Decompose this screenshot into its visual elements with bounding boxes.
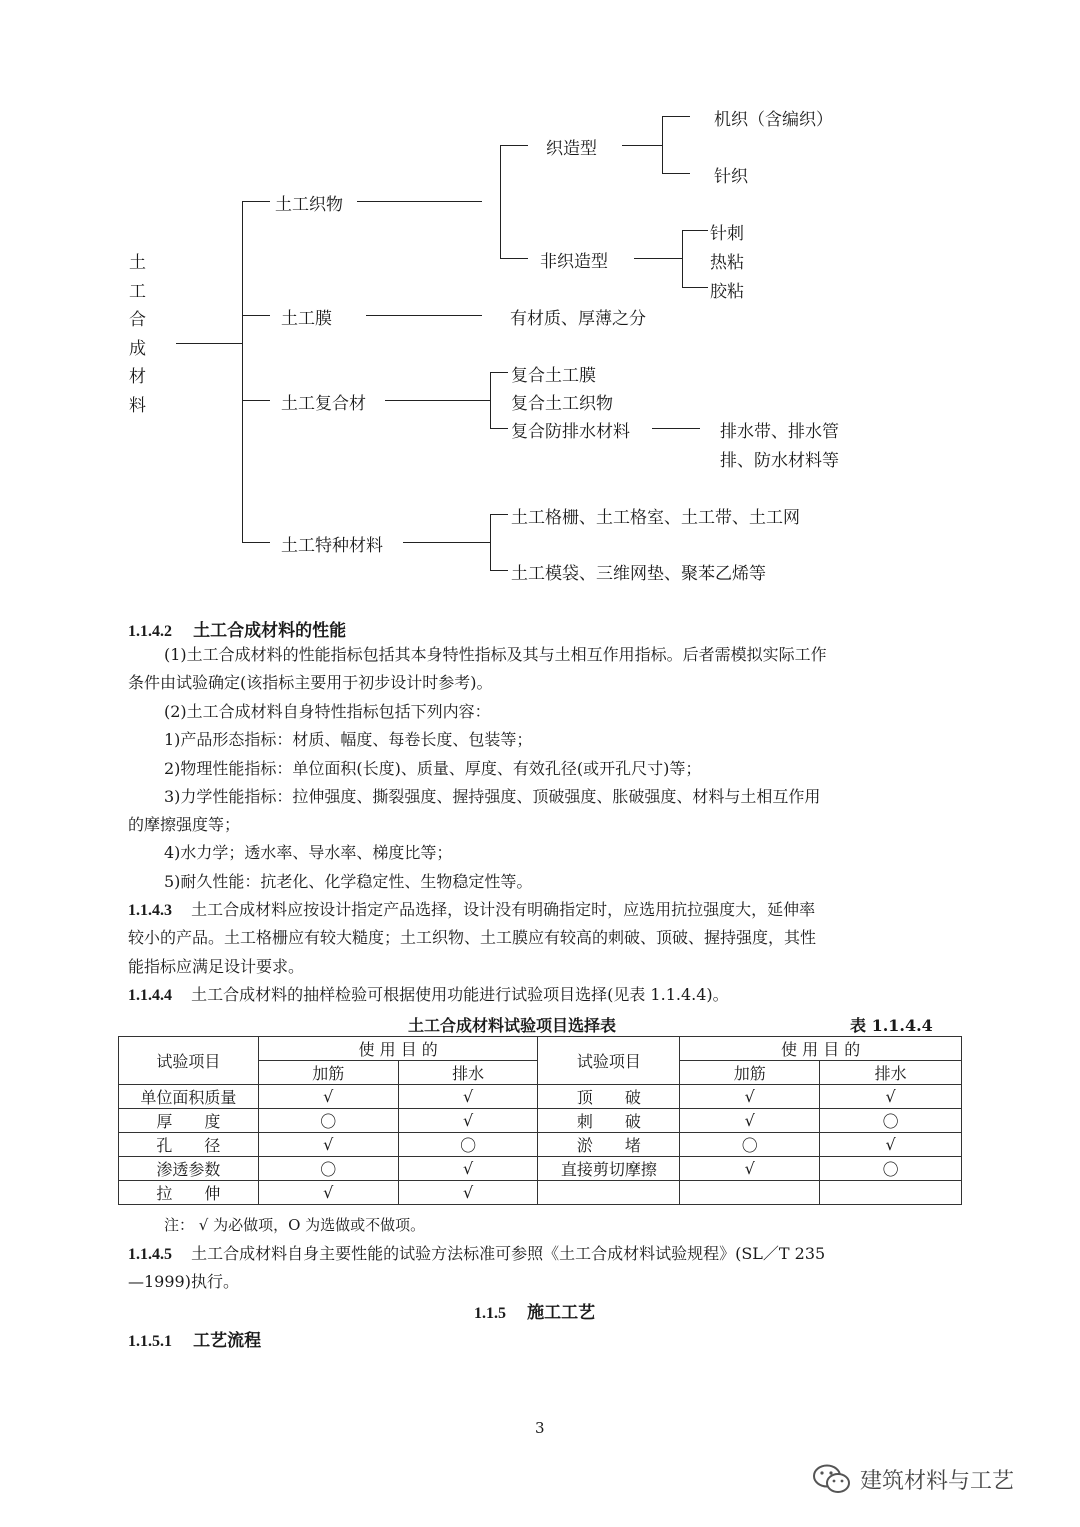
connector [682,230,683,287]
table-cell: 〇 [258,1109,398,1133]
header-test-item: 试验项目 [538,1037,680,1085]
table-cell: √ [680,1109,820,1133]
node-composite-item: 复合土工膜 [511,366,596,386]
header-purpose: 使 用 目 的 [258,1037,538,1061]
section-heading-1-1-5 [474,1298,595,1323]
node-composite-item: 复合土工织物 [511,394,613,414]
root-char: 料 [129,396,146,416]
table-cell: 〇 [820,1109,962,1133]
node-nonwoven-item: 针刺 [710,224,744,244]
section-number: 1.1.5.1 [128,1333,172,1350]
table-header-row [119,1037,962,1061]
connector [490,570,508,571]
watermark [812,1462,1014,1496]
node-woven: 织造型 [546,139,597,159]
node-special: 土工特种材料 [281,536,383,556]
table-note: 注： √ 为必做项，O 为选做或不做项。 [164,1216,426,1234]
table-row [119,1181,962,1205]
header-reinforce: 加筋 [258,1061,398,1085]
connector [682,287,708,288]
table-cell: 淤 堵 [538,1133,680,1157]
table-cell: √ [398,1085,538,1109]
table-cell: 孔 径 [119,1133,259,1157]
section-title: 土工合成材料的性能 [193,621,347,641]
connector [662,173,690,174]
connector [403,542,490,543]
section-number: 1.1.5 [474,1305,506,1322]
connector [242,542,270,543]
table-number: 表 1.1.4.4 [850,1016,933,1035]
node-woven-item: 机织（含编织） [714,110,833,130]
connector [366,315,482,316]
table-cell: 厚 度 [119,1109,259,1133]
table-cell: 单位面积质量 [119,1085,259,1109]
root-char: 材 [129,367,146,387]
connector [500,145,501,258]
connector [622,145,662,146]
list-item: 5)耐久性能：抗老化、化学稳定性、生物稳定性等。 [164,872,533,891]
list-item: 2)物理性能指标：单位面积(长度)、质量、厚度、有效孔径(或开孔尺寸)等； [164,759,702,778]
paragraph-text: 土工合成材料的抽样检验可根据使用功能进行试验项目选择(见表 1.1.4.4)。 [191,985,729,1004]
connector [500,258,528,259]
page-number: 3 [535,1419,545,1437]
header-test-item: 试验项目 [119,1037,259,1085]
connector [242,201,270,202]
paragraph-1-1-4-4 [128,981,729,1010]
connector [490,372,491,428]
section-title: 施工工艺 [527,1303,596,1323]
table-cell: 〇 [820,1157,962,1181]
node-membrane-note: 有材质、厚薄之分 [510,309,646,329]
table-cell [820,1181,962,1205]
node-geotextile: 土工织物 [275,195,343,215]
table-cell: √ [680,1085,820,1109]
table-cell: √ [820,1085,962,1109]
paragraph: (2)土工合成材料自身特性指标包括下列内容： [164,702,491,721]
root-char: 工 [129,282,146,302]
node-drain-note: 排、防水材料等 [720,451,839,471]
root-char: 土 [129,253,146,273]
header-reinforce: 加筋 [680,1061,820,1085]
root-char: 合 [129,310,146,330]
connector [490,428,508,429]
table-caption: 土工合成材料试验项目选择表 [408,1016,617,1035]
paragraph-text: 土工合成材料应按设计指定产品选择，设计没有明确指定时，应选用抗拉强度大，延伸率 [191,900,816,919]
connector [242,315,270,316]
section-number: 1.1.4.4 [128,987,172,1004]
header-purpose: 使 用 目 的 [680,1037,962,1061]
paragraph: 较小的产品。土工格栅应有较大糙度；土工织物、土工膜应有较高的刺破、顶破、握持强度，其性 [128,928,817,947]
list-item: 4)水力学；透水率、导水率、梯度比等； [164,843,453,862]
wechat-icon [812,1462,852,1496]
table-cell: 拉 伸 [119,1181,259,1205]
section-number: 1.1.4.5 [128,1246,172,1263]
table-cell: 渗透参数 [119,1157,259,1181]
connector [357,201,482,202]
paragraph: 条件由试验确定(该指标主要用于初步设计时参考)。 [128,673,493,692]
connector [662,116,690,117]
node-membrane: 土工膜 [281,309,332,329]
connector [662,116,663,173]
table-row [119,1109,962,1133]
connector [385,400,490,401]
node-special-item: 土工模袋、三维网垫、聚苯乙烯等 [511,564,766,584]
table-cell [538,1181,680,1205]
table-cell: √ [398,1157,538,1181]
table-cell: 顶 破 [538,1085,680,1109]
connector [242,201,243,542]
node-special-item: 土工格栅、土工格室、土工带、土工网 [511,508,800,528]
connector [490,514,491,570]
node-drain-note: 排水带、排水管 [720,422,839,442]
table-row [119,1133,962,1157]
table-cell: 〇 [398,1133,538,1157]
test-item-table [118,1036,962,1205]
paragraph-text: 土工合成材料自身主要性能的试验方法标准可参照《土工合成材料试验规程》(SL／T 235 [191,1244,826,1263]
table-row [119,1157,962,1181]
section-number: 1.1.4.3 [128,902,172,919]
header-drain: 排水 [820,1061,962,1085]
section-number: 1.1.4.2 [128,623,172,640]
section-heading-1-1-4-2 [128,616,346,641]
list-item: 1)产品形态指标：材质、幅度、每卷长度、包装等； [164,730,533,749]
list-item: 的摩擦强度等； [128,815,241,834]
table-cell: √ [398,1181,538,1205]
table-cell: √ [680,1157,820,1181]
connector [634,258,682,259]
watermark-text: 建筑材料与工艺 [860,1468,1015,1494]
header-drain: 排水 [398,1061,538,1085]
node-composite-item: 复合防排水材料 [511,422,630,442]
section-heading-1-1-5-1 [128,1326,261,1351]
connector [490,514,508,515]
table-cell: 直接剪切摩擦 [538,1157,680,1181]
list-item: 3)力学性能指标：拉伸强度、撕裂强度、握持强度、顶破强度、胀破强度、材料与土相互作用 [164,787,821,806]
root-char: 成 [129,339,146,359]
connector [490,372,508,373]
table-cell: 〇 [258,1157,398,1181]
table-cell: √ [258,1181,398,1205]
table-cell: √ [258,1133,398,1157]
node-nonwoven: 非织造型 [540,252,608,272]
connector [176,343,242,344]
connector [652,428,700,429]
paragraph: 能指标应满足设计要求。 [128,957,305,976]
node-nonwoven-item: 热粘 [710,253,744,273]
table-cell: √ [398,1109,538,1133]
table-cell: √ [820,1133,962,1157]
node-composite: 土工复合材 [281,394,366,414]
paragraph: —1999)执行。 [128,1272,239,1291]
paragraph-1-1-4-5 [128,1240,825,1269]
connector [500,145,528,146]
connector [682,230,708,231]
table-cell: 刺 破 [538,1109,680,1133]
paragraph: (1)土工合成材料的性能指标包括其本身特性指标及其与土相互作用指标。后者需模拟实际工作 [164,645,827,664]
table-cell: √ [258,1085,398,1109]
node-woven-item: 针织 [714,167,748,187]
table-cell: 〇 [680,1133,820,1157]
connector [242,400,270,401]
table-row [119,1085,962,1109]
table-cell [680,1181,820,1205]
section-title: 工艺流程 [193,1331,262,1351]
paragraph-1-1-4-3 [128,896,815,925]
node-nonwoven-item: 胶粘 [710,282,744,302]
